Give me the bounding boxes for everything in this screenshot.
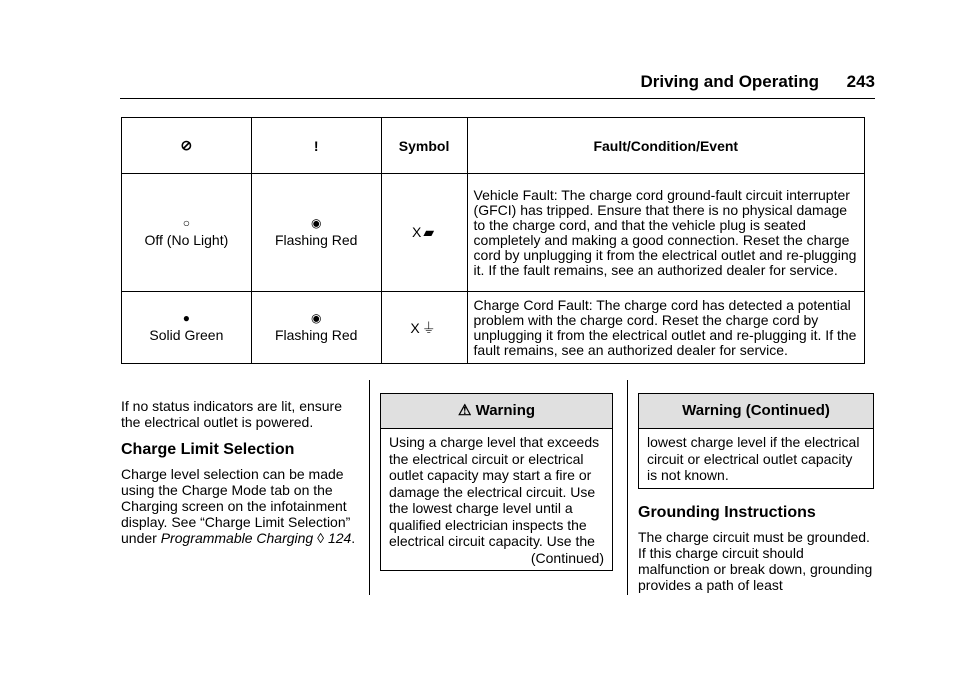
table-row bbox=[122, 174, 865, 292]
charge-limit-heading: Charge Limit Selection bbox=[121, 441, 295, 458]
status-light-cell bbox=[122, 292, 252, 364]
fault-light-cell bbox=[251, 174, 381, 292]
fault-description: Charge Cord Fault: The charge cord has detected a potential problem with the charge cord. Reset the charge cord by unplugging it from the electrical outlet and re-plugging it. If the fault remains, see an authorized dealer for service. bbox=[467, 292, 864, 364]
status-light-label: Off (No Light) bbox=[144, 232, 229, 248]
symbol-cell bbox=[381, 292, 467, 364]
warning-body bbox=[381, 429, 612, 570]
column-divider bbox=[369, 380, 370, 595]
warning-triangle-icon: ⚠ bbox=[457, 402, 472, 419]
middle-column bbox=[380, 393, 613, 571]
intro-paragraph: If no status indicators are lit, ensure the electrical outlet is powered. bbox=[121, 398, 342, 430]
fault-light-column-header bbox=[251, 118, 381, 174]
warning-continued-text: lowest charge level if the electrical circuit or electrical outlet capacity is not known. bbox=[647, 434, 860, 483]
table-row bbox=[122, 292, 865, 364]
fault-light-cell bbox=[251, 292, 381, 364]
status-light-label: Solid Green bbox=[149, 327, 224, 343]
sentence-end: . bbox=[351, 530, 356, 546]
page-header bbox=[120, 68, 875, 99]
fault-status-icon: ! bbox=[313, 137, 319, 154]
warning-title: Warning bbox=[475, 402, 536, 419]
charge-status-table bbox=[121, 117, 865, 364]
cross-reference-link[interactable]: Programmable Charging bbox=[160, 530, 314, 546]
section-title: Driving and Operating bbox=[640, 72, 819, 91]
plug-status-icon: ⊘ bbox=[180, 137, 193, 153]
warning-text: Using a charge level that exceeds the electrical circuit or electrical outlet capacity may start a fire or damage the electrical circuit. Use the lowest charge level until a qualified electrician inspects the electrical circuit capacity. Use the bbox=[389, 434, 600, 549]
flashing-light-icon: ◉ bbox=[310, 216, 322, 230]
right-column bbox=[638, 393, 874, 593]
fault-column-header: Fault/Condition/Event bbox=[467, 118, 864, 174]
column-divider bbox=[627, 380, 628, 595]
grounding-paragraph: The charge circuit must be grounded. If this charge circuit should malfunction or break down, grounding provides a path of least bbox=[638, 528, 873, 593]
warning-continued-body bbox=[639, 429, 873, 488]
symbol-column-header: Symbol bbox=[381, 118, 467, 174]
fault-light-label: Flashing Red bbox=[274, 232, 358, 248]
light-off-icon: ○ bbox=[182, 216, 191, 230]
grounding-heading: Grounding Instructions bbox=[638, 503, 816, 521]
symbol-cell bbox=[381, 174, 467, 292]
vehicle-fault-icon: X▰ bbox=[412, 224, 437, 240]
page-number: 243 bbox=[846, 72, 875, 91]
charge-limit-paragraph bbox=[121, 466, 361, 546]
charge-cord-fault-icon: X⏚ bbox=[410, 319, 438, 336]
page-reference-icon: ◊ bbox=[317, 530, 325, 546]
warning-continued-header: Warning (Continued) bbox=[639, 394, 873, 429]
warning-continued-box bbox=[638, 393, 874, 489]
warning-box bbox=[380, 393, 613, 571]
charge-limit-text: Charge level selection can be made using the Charge Mode tab on the Charging screen on the infotainment display. See “Charge Limit Selection” under bbox=[121, 466, 351, 546]
table-header-row bbox=[122, 118, 865, 174]
page-reference-number[interactable]: 124 bbox=[327, 530, 352, 546]
flashing-light-icon: ◉ bbox=[310, 311, 322, 325]
fault-light-label: Flashing Red bbox=[274, 327, 358, 343]
warning-header bbox=[381, 394, 612, 429]
continued-label: (Continued) bbox=[530, 549, 604, 566]
fault-description: Vehicle Fault: The charge cord ground-fault circuit interrupter (GFCI) has tripped. Ensure that there is no physical damage to the charge cord, and that the vehicle plug is seated completely and making a good connection. Reset the charge cord by unplugging it from the electrical outlet and re-plugging it. If the fault remains, see an authorized dealer for service. bbox=[467, 174, 864, 292]
status-light-cell bbox=[122, 174, 252, 292]
status-light-column-header bbox=[122, 118, 252, 174]
left-column bbox=[121, 398, 361, 546]
solid-light-icon: ● bbox=[182, 311, 191, 325]
